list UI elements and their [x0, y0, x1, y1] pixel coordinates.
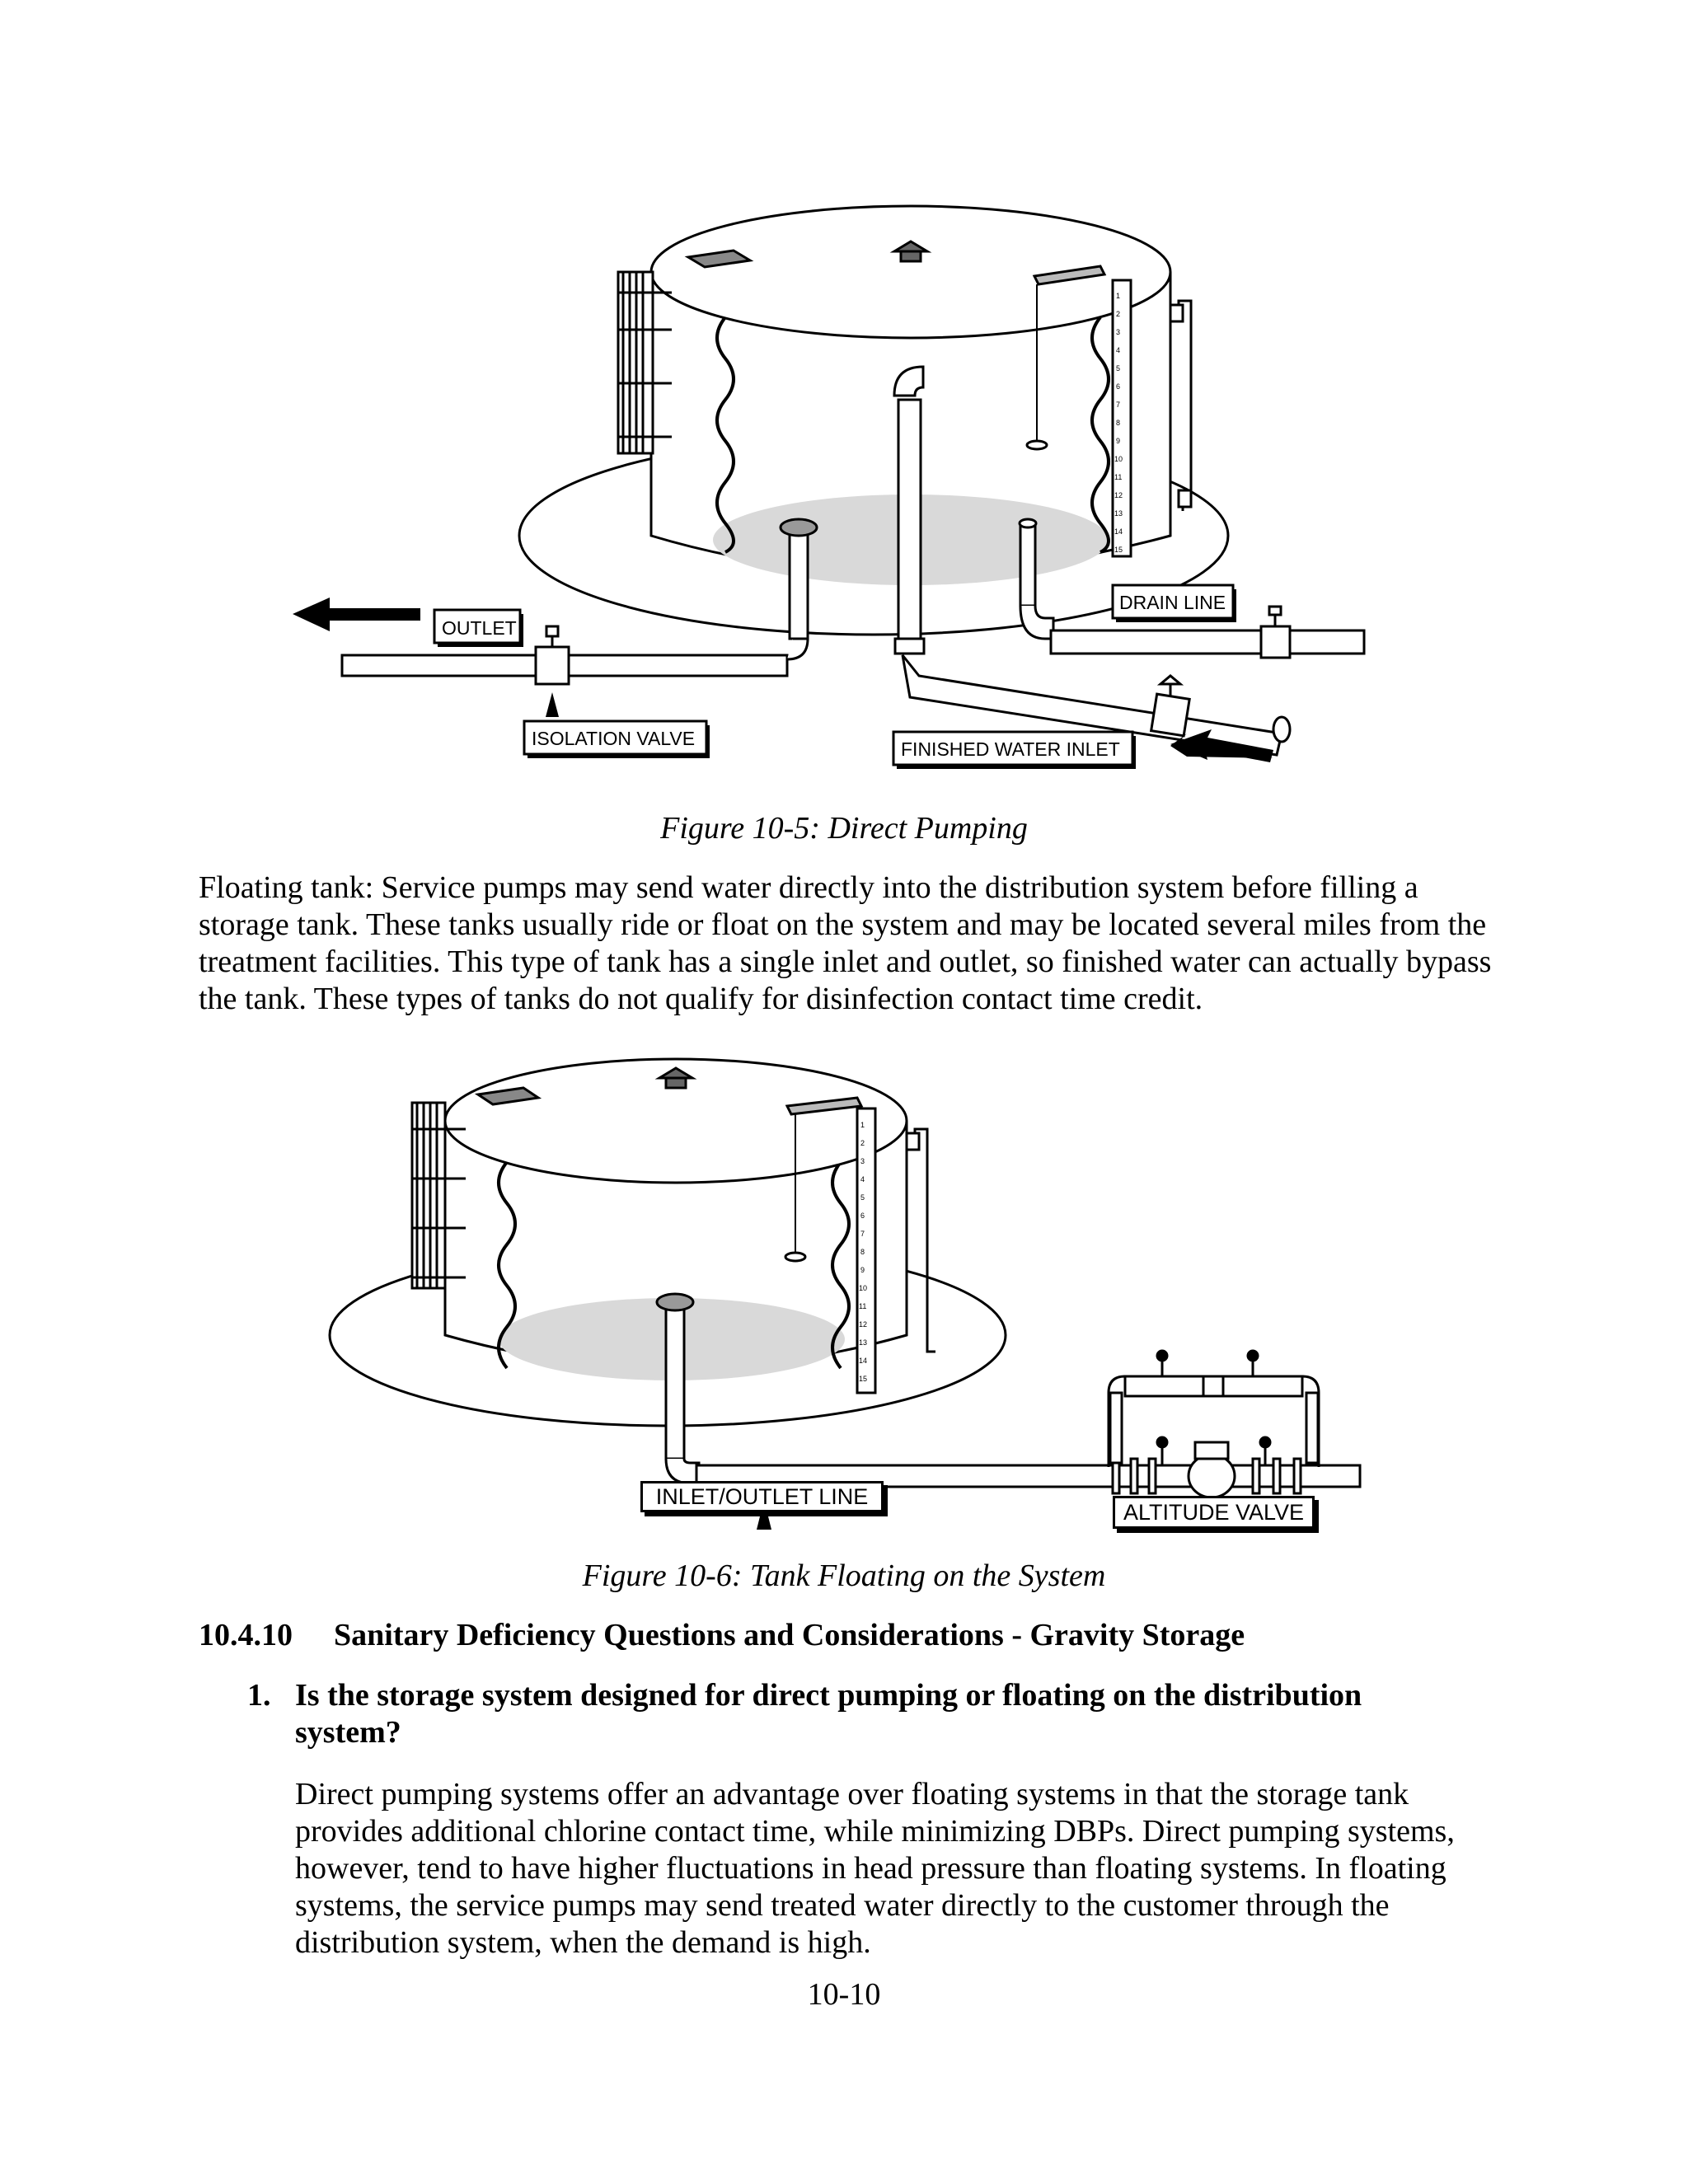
gauge-mark: 10 — [859, 1284, 868, 1292]
gauge-mark: 6 — [860, 1212, 865, 1220]
gauge-mark: 10 — [1114, 455, 1123, 463]
gauge-mark: 9 — [1116, 437, 1121, 445]
section-number: 10.4.10 — [199, 1618, 293, 1652]
gauge-mark: 9 — [860, 1266, 865, 1274]
gauge-mark: 7 — [1116, 401, 1121, 409]
gauge-mark: 1 — [860, 1121, 865, 1129]
gauge-mark: 8 — [1116, 419, 1121, 427]
label-finished-water-inlet: FINISHED WATER INLET — [901, 738, 1120, 760]
label-outlet: OUTLET — [442, 617, 517, 639]
gauge-mark: 5 — [860, 1193, 865, 1202]
isolation-valve-pointer-icon — [546, 692, 559, 717]
figure-caption: Figure 10-6: Tank Floating on the System — [582, 1558, 1106, 1593]
question-text: Is the storage system designed for direct pumping or floating on the distribution system? — [295, 1678, 1362, 1750]
gauge-mark: 7 — [860, 1230, 865, 1238]
gauge-mark: 4 — [1116, 346, 1121, 354]
page-number: 10-10 — [807, 1977, 881, 2012]
label-inlet-outlet-line — [640, 1481, 884, 1512]
inlet-valve-icon — [1151, 676, 1190, 736]
question-answer: Direct pumping systems offer an advantage over floating systems in that the storage tank provides additional chlorine contact time, while minimizing DBPs. Direct pumping systems, however, tend to have higher fluctuations in head pressure than floating systems. In floating systems, the service pumps may send treated water directly to the customer through the distribution system, when the demand is high. — [295, 1777, 1455, 1960]
gauge-mark: 14 — [859, 1357, 868, 1365]
figure-tank-floating — [0, 1030, 1688, 1541]
gauge-mark: 1 — [1116, 292, 1121, 300]
gauge-mark: 15 — [859, 1375, 868, 1383]
gauge-mark: 3 — [860, 1157, 865, 1165]
label-altitude-valve-text: ALTITUDE VALVE — [1123, 1500, 1305, 1525]
isolation-valve-icon — [536, 626, 569, 684]
gauge-mark: 15 — [1114, 546, 1123, 554]
gauge-mark: 14 — [1114, 527, 1123, 536]
gauge-mark: 2 — [860, 1139, 865, 1147]
gauge-mark: 12 — [859, 1320, 868, 1329]
gauge-mark: 13 — [859, 1338, 868, 1347]
label-altitude-valve — [1113, 1496, 1315, 1529]
section-title: Sanitary Deficiency Questions and Considerations - Gravity Storage — [334, 1618, 1245, 1652]
label-inlet-outlet-line-text: INLET/OUTLET LINE — [655, 1484, 869, 1509]
riser-cap — [657, 1294, 693, 1310]
gauge-mark: 2 — [1116, 310, 1121, 318]
gauge-mark: 6 — [1116, 382, 1121, 391]
gauge-mark: 3 — [1116, 328, 1121, 336]
gauge-mark: 4 — [860, 1175, 865, 1183]
drain-valve-icon — [1261, 607, 1290, 658]
question-number: 1. — [247, 1678, 271, 1713]
gauge-mark: 12 — [1114, 491, 1123, 499]
paragraph-floating-tank: Floating tank: Service pumps may send water directly into the distribution system before filling a storage tank. These tanks usually ride or float on the system and may be located several miles from the treatment facilities. This type of tank has a single inlet and outlet, so finished water can actually bypass the tank. These types of tanks do not qualify for disinfection contact time credit. — [199, 870, 1492, 1016]
label-isolation-valve: ISOLATION VALVE — [532, 728, 696, 749]
figure-caption: Figure 10-5: Direct Pumping — [660, 811, 1028, 846]
label-drain-line: DRAIN LINE — [1119, 592, 1226, 613]
gauge-mark: 13 — [1114, 509, 1123, 518]
gauge-mark: 11 — [859, 1302, 867, 1310]
gauge-mark: 8 — [860, 1248, 865, 1256]
gauge-mark: 11 — [1114, 473, 1123, 481]
figure-direct-pumping — [0, 0, 1688, 808]
outlet-riser-cap — [781, 519, 817, 536]
gauge-mark: 5 — [1116, 364, 1121, 373]
